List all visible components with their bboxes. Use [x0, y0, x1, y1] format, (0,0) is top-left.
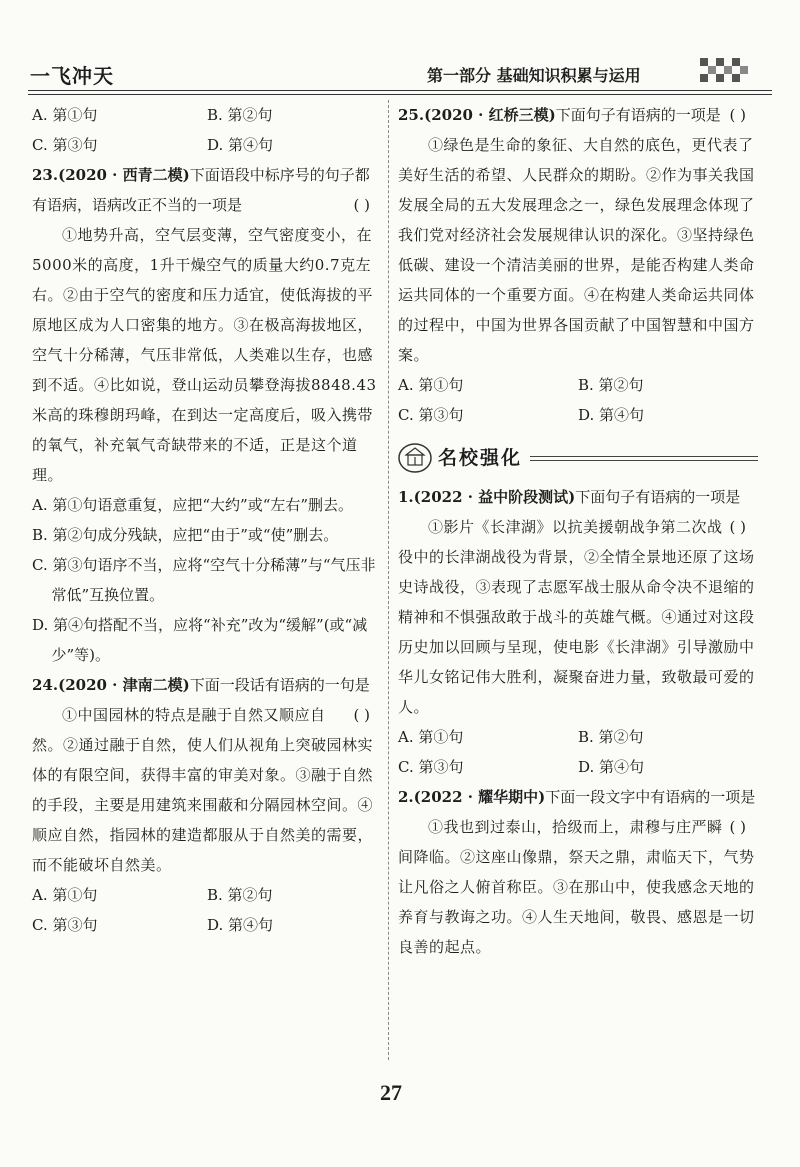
question-25-passage: ①绿色是生命的象征、大自然的底色，更代表了美好生活的希望、人民群众的期盼。②作为事关我国发展全局的五大发展理念之一，绿色发展理念体现了我们党对经济社会发展规律认识的深化。③坚持绿色低碳、建设一个清洁美丽的世界，是能否构建人类命运共同体的一个重要方面。④在构建人类命运共同体的过程中，中国为世界各国贡献了中国智慧和中国方案。	[398, 136, 755, 364]
option-c: C. 第③句	[32, 916, 98, 934]
question-number: 23.	[32, 166, 59, 184]
banner-line	[530, 456, 758, 461]
option-a: A. 第①句	[398, 728, 464, 746]
answer-blank: ( )	[729, 818, 746, 836]
option-a: A. 第①句	[398, 376, 464, 394]
option-d: D. 第④句搭配不当，应将“补充”改为“缓解”(或“减少”等)。	[32, 616, 368, 664]
option-a: A. 第①句	[32, 106, 98, 124]
question-source: (2022 · 益中阶段测试)	[413, 488, 576, 506]
q25-options-row2	[398, 400, 758, 430]
left-column	[32, 100, 382, 940]
question-24-passage: ①中国园林的特点是融于自然又顺应自然。②通过融于自然，使人们从视角上突破园林实体的有限空间，获得丰富的审美对象。③融于自然的手段，主要是用建筑来围蔽和分隔园林空间。④顺应自然，指园林的建造都服从于自然美的需要，而不能破坏自然美。	[32, 706, 374, 874]
question-1	[398, 482, 758, 536]
q24-options-row1	[32, 880, 382, 910]
question-stem: 下面句子有语病的一项是	[575, 488, 741, 506]
question-stem: 下面一段话有语病的一句是	[189, 676, 370, 694]
question-stem: 下面一段文字中有语病的一项是	[545, 788, 756, 806]
option-c: C. 第③句	[398, 758, 464, 776]
header-rule	[28, 90, 772, 91]
option-a: A. 第①句	[32, 886, 98, 904]
answer-blank: ( )	[729, 106, 746, 124]
question-1-passage: ①影片《长津湖》以抗美援朝战争第二次战役中的长津湖战役为背景，②全情全景地还原了这场史诗战役，③表现了志愿军战士服从命令决不退缩的精神和不惧强敌敢于战斗的英雄气概。④通过对这段历史加以回顾与呈现，使电影《长津湖》引导激励中华儿女铭记伟大胜利，凝聚奋进力量，致敬最可爱的人。	[398, 518, 755, 716]
question-source: (2020 · 西青二模)	[58, 166, 190, 184]
answer-blank: ( )	[353, 706, 370, 724]
school-building-icon	[398, 443, 432, 473]
option-c: C. 第③句	[32, 136, 98, 154]
brand-logo: 一飞冲天	[30, 64, 114, 88]
question-2	[398, 782, 758, 836]
question-source: (2020 · 津南二模)	[58, 676, 190, 694]
question-number: 1.	[398, 488, 414, 506]
banner-title: 名校强化	[438, 447, 523, 469]
option-b: B. 第②句	[207, 106, 273, 124]
answer-blank: ( )	[353, 196, 370, 214]
question-source: (2022 · 耀华期中)	[413, 788, 546, 806]
question-24	[32, 670, 382, 724]
question-23-passage: ①地势升高，空气层变薄，空气密度变小，在5000米的高度，1升干燥空气的质量大约0.7克左右。②由于空气的密度和压力适宜，使低海拔的平原地区成为人口密集的地方。③在极高海拔地区，空气十分稀薄，气压非常低，人类难以生存，也感到不适。④比如说，登山运动员攀登海拔8848.43米高的珠穆朗玛峰，在到达一定高度后，吸入携带的氧气，补充氧气奇缺带来的不适，正是这个道理。	[32, 226, 377, 484]
q22-options-row1	[32, 100, 382, 130]
question-23	[32, 160, 382, 220]
page-number: 27	[380, 1080, 402, 1105]
option-d: D. 第④句	[578, 758, 645, 776]
column-divider	[388, 100, 389, 1060]
option-b: B. 第②句	[207, 886, 273, 904]
header-rule-thin	[28, 94, 772, 95]
option-d: D. 第④句	[207, 136, 274, 154]
q25-options-row1	[398, 370, 758, 400]
question-number: 25.	[398, 106, 425, 124]
option-d: D. 第④句	[578, 406, 645, 424]
q24-options-row2	[32, 910, 382, 940]
page-header	[0, 0, 800, 100]
option-b: B. 第②句成分残缺，应把“由于”或“使”删去。	[32, 526, 339, 544]
checker-decoration-icon	[700, 58, 748, 88]
option-c: C. 第③句语序不当，应将“空气十分稀薄”与“气压非常低”互换位置。	[32, 556, 376, 604]
question-number: 24.	[32, 676, 59, 694]
right-column	[398, 100, 758, 962]
question-stem: 下面语段中标序号的句子都有语病，语病改正不当的一项是	[32, 166, 370, 214]
section-banner	[398, 438, 758, 478]
question-stem: 下面句子有语病的一项是	[555, 106, 721, 124]
option-d: D. 第④句	[207, 916, 274, 934]
question-25	[398, 100, 758, 130]
option-b: B. 第②句	[578, 376, 644, 394]
s1-options-row2	[398, 752, 758, 782]
q22-options-row2	[32, 130, 382, 160]
option-a: A. 第①句语意重复，应把“大约”或“左右”删去。	[32, 496, 354, 514]
option-b: B. 第②句	[578, 728, 644, 746]
option-c: C. 第③句	[398, 406, 464, 424]
section-title: 第一部分 基础知识积累与运用	[427, 66, 641, 85]
question-source: (2020 · 红桥三模)	[424, 106, 556, 124]
question-number: 2.	[398, 788, 414, 806]
question-2-passage: ①我也到过泰山，拾级而上，肃穆与庄严瞬间降临。②这座山像鼎，祭天之鼎，肃临天下，气势让凡俗之人俯首称臣。③在那山中，使我感念天地的养育与教诲之功。④人生天地间，敬畏、感恩是一切良善的起点。	[398, 818, 755, 956]
s1-options-row1	[398, 722, 758, 752]
answer-blank: ( )	[729, 518, 746, 536]
